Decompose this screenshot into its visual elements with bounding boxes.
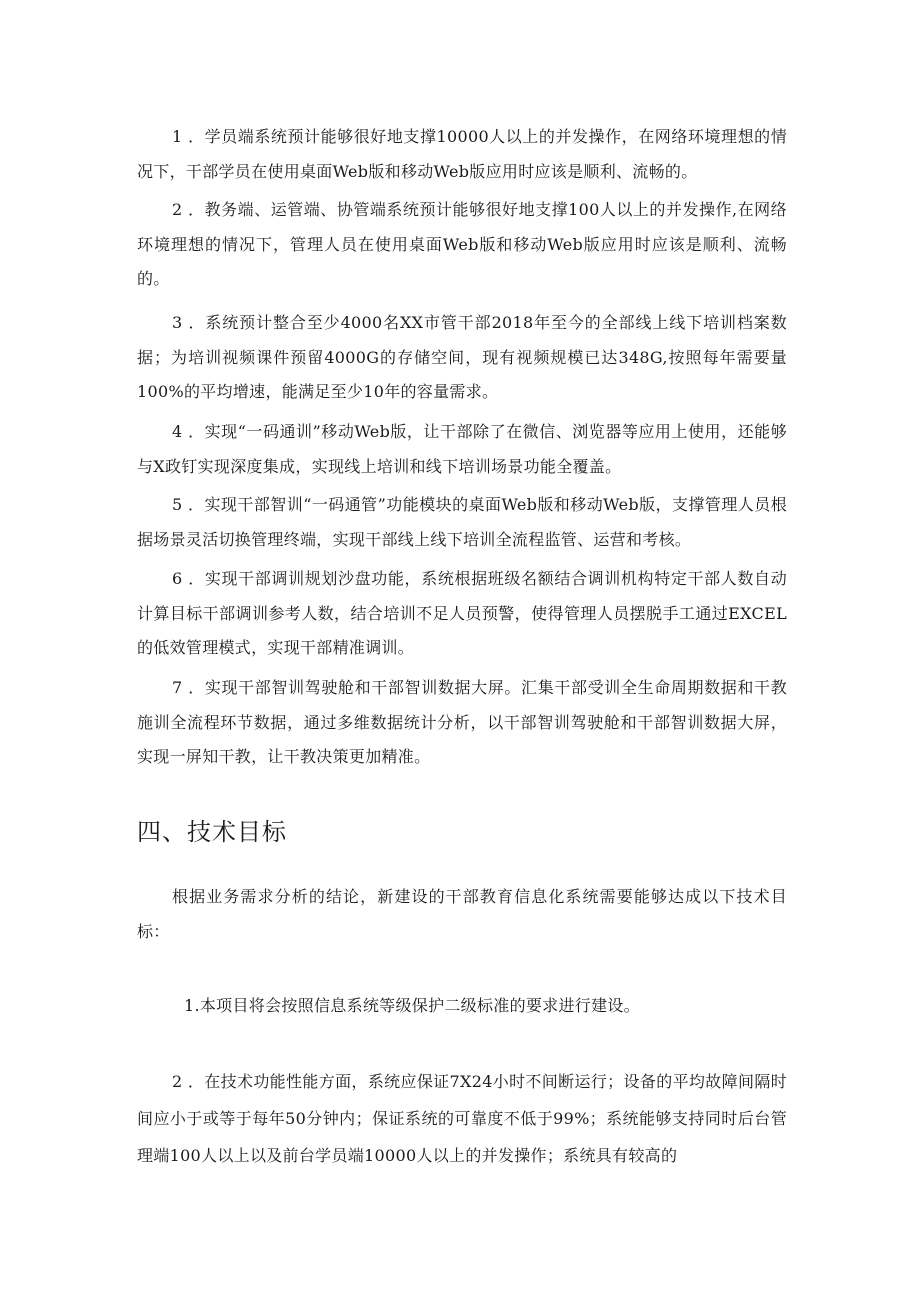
section-intro: 根据业务需求分析的结论，新建设的干部教育信息化系统需要能够达成以下技术目标： [137,887,787,941]
requirement-paragraph-4: 4 ．实现“一码通训”移动Web版，让干部除了在微信、浏览器等应用上使用，还能够与X政钉实现深度集成，实现线上培训和线下培训场景功能全覆盖。 [137,422,787,476]
technical-goal-2: 2 ．在技术功能性能方面，系统应保证7X24小时不间断运行；设备的平均故障间隔时间应小于或等于每年50分钟内；保证系统的可靠度不低于99%；系统能够支持同时后台管理端100人以上以及前台学员端10000人以上的并发操作；系统具有较高的 [137,1072,787,1165]
section-heading: 四、技术目标 [137,818,287,846]
requirement-paragraph-3: 3 ．系统预计整合至少4000名XX市管干部2018年至今的全部线上线下培训档案数据；为培训视频课件预留4000G的存储空间，现有视频规模已达348G,按照每年需要量100%的平均增速，能满足至少10年的容量需求。 [137,313,787,401]
requirement-paragraph-2: 2 ．教务端、运管端、协管端系统预计能够很好地支撑100人以上的并发操作,在网络环境理想的情况下，管理人员在使用桌面Web版和移动Web版应用时应该是顺利、流畅的。 [137,200,787,288]
technical-goal-1: 1.本项目将会按照信息系统等级保护二级标准的要求进行建设。 [184,996,640,1015]
requirement-paragraph-6: 6 ．实现干部调训规划沙盘功能，系统根据班级名额结合调训机构特定干部人数自动计算目标干部调训参考人数，结合培训不足人员预警，使得管理人员摆脱手工通过EXCEL的低效管理模式，实现干部精准调训。 [137,569,787,657]
requirement-paragraph-1: 1 ．学员端系统预计能够很好地支撑10000人以上的并发操作，在网络环境理想的情况下，干部学员在使用桌面Web版和移动Web版应用时应该是顺利、流畅的。 [137,127,787,181]
requirement-paragraph-7: 7 ．实现干部智训驾驶舱和干部智训数据大屏。汇集干部受训全生命周期数据和干教施训全流程环节数据，通过多维数据统计分析，以干部智训驾驶舱和干部智训数据大屏，实现一屏知干教，让干教决策更加精准。 [137,678,787,766]
requirement-paragraph-5: 5 ．实现干部智训“一码通管”功能模块的桌面Web版和移动Web版，支撑管理人员根据场景灵活切换管理终端，实现干部线上线下培训全流程监管、运营和考核。 [137,495,787,549]
